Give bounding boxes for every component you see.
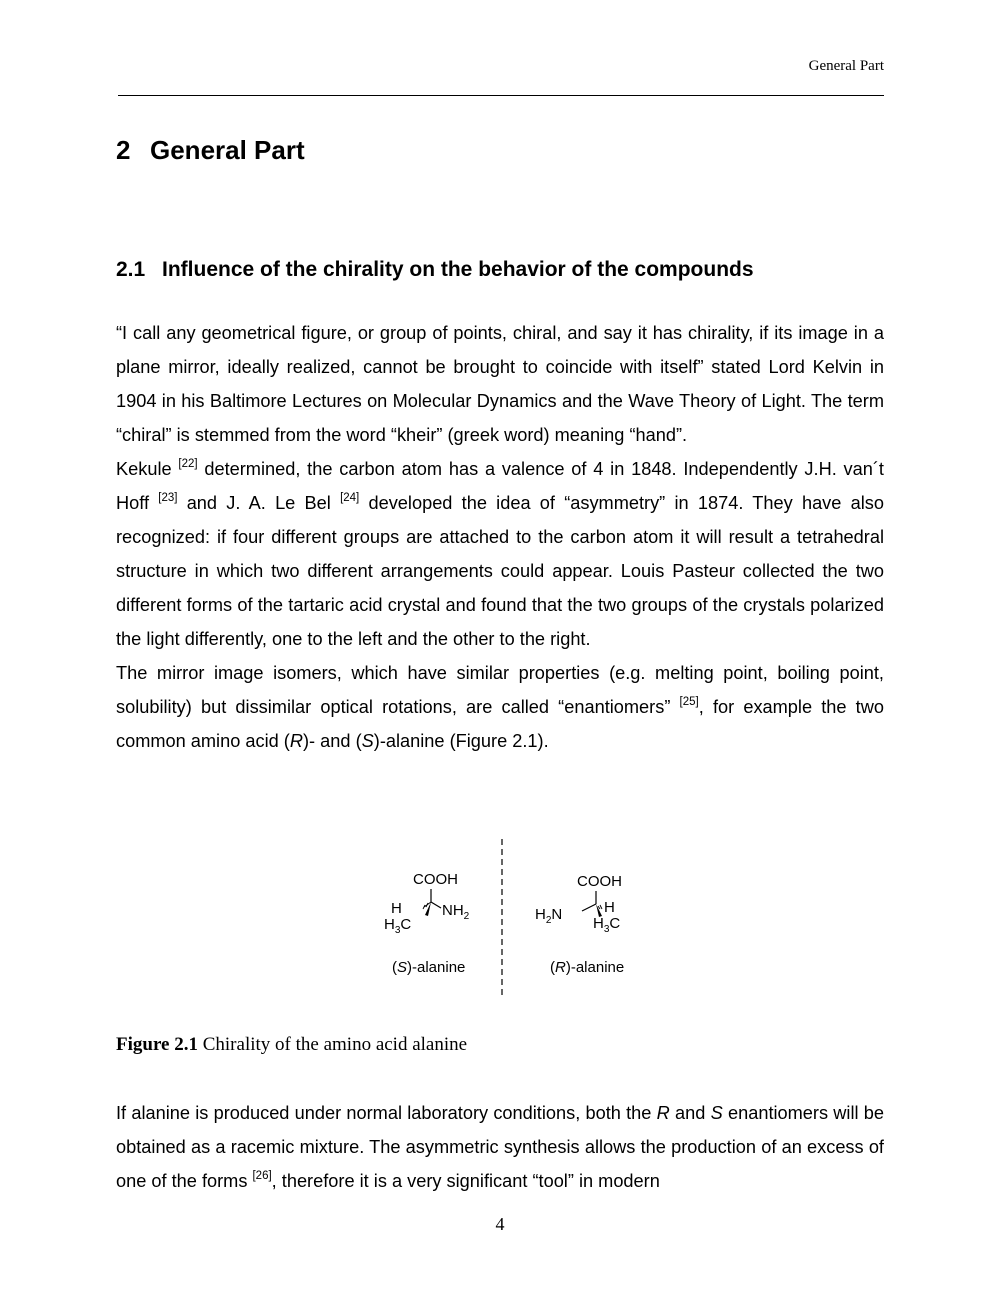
- r-alanine-label: [550, 959, 624, 976]
- r-h3-subscript: 3: [603, 924, 610, 935]
- italic-r: R: [656, 1103, 670, 1123]
- s-nh-subscript: 2: [463, 911, 470, 922]
- r-h2n-label: [535, 906, 562, 926]
- citation-26: [26]: [252, 1170, 272, 1182]
- figure-alanine-enantiomers: [330, 836, 670, 1006]
- r-cooh-label: COOH: [577, 873, 622, 890]
- text-run: and: [669, 1103, 711, 1123]
- r-h2-text: H: [535, 906, 546, 923]
- text-run: determined, the carbon atom has a valence of 4 in 1848. Independently J.H. van´t Hoff: [116, 459, 884, 513]
- r-bond-to-nh2: [582, 904, 596, 911]
- s-label-open: (: [392, 959, 397, 976]
- s-label-letter: S: [397, 959, 408, 976]
- section-title: [116, 255, 754, 285]
- chapter-number: 2: [116, 135, 131, 165]
- s-h3-subscript: 3: [394, 925, 401, 936]
- text-run: If alanine is produced under normal laboratory conditions, both the: [116, 1103, 657, 1123]
- s-alanine-structure: [384, 871, 470, 976]
- s-alanine-label: [392, 959, 465, 976]
- alanine-structures-drawing: [330, 836, 670, 1006]
- text-run: Kekule: [116, 459, 179, 479]
- section-title-text: Influence of the chirality on the behavior of the compounds: [162, 258, 754, 281]
- page-number: 4: [495, 1214, 505, 1234]
- r-label-rest: )-alanine: [565, 959, 625, 976]
- citation-25: [25]: [679, 696, 699, 708]
- citation-24: [24]: [340, 492, 360, 504]
- paragraph-history: [116, 452, 884, 656]
- figure-caption-label: Figure 2.1: [116, 1034, 198, 1055]
- s-label-rest: )-alanine: [407, 959, 466, 976]
- body-text-continued: [116, 1096, 884, 1198]
- chapter-title: [116, 133, 305, 167]
- r-alanine-structure: [535, 873, 624, 976]
- body-text: [116, 316, 884, 758]
- citation-22: [22]: [178, 458, 198, 470]
- text-run: , for example the two common amino acid (: [116, 697, 884, 751]
- s-h-label: H: [391, 900, 402, 917]
- text-run: and J. A. Le Bel: [177, 493, 341, 513]
- s-ch3-label: [384, 916, 411, 936]
- s-nh2-label: [442, 902, 470, 922]
- r-label-letter: R: [555, 959, 566, 976]
- citation-23: [23]: [158, 492, 178, 504]
- r-hash-bond-2: [600, 905, 602, 909]
- r-c-text: C: [609, 915, 621, 932]
- text-run: enantiomers will be obtained as a racemic mixture. The asymmetric synthesis allows the production of an excess of one of the forms: [116, 1103, 885, 1191]
- s-nh-text: NH: [442, 902, 464, 919]
- paragraph-enantiomers: [116, 656, 884, 758]
- italic-r: R: [289, 731, 303, 751]
- header-rule: [118, 95, 884, 96]
- text-run: The mirror image isomers, which have similar properties (e.g. melting point, boiling point, solubility) but dissimilar optical rotations, are called “enantiomers”: [116, 663, 884, 717]
- r-n-text: N: [551, 906, 563, 923]
- text-run: )-alanine (Figure 2.1).: [373, 731, 549, 751]
- s-cooh-label: COOH: [413, 871, 458, 888]
- r-ch3-label: [593, 915, 620, 935]
- figure-caption: [116, 1034, 467, 1056]
- s-h3-text: H: [384, 916, 395, 933]
- running-header: General Part: [808, 58, 884, 74]
- paragraph-racemic: [116, 1096, 884, 1198]
- r-h-label: H: [604, 899, 615, 916]
- chapter-title-text: General Part: [150, 135, 305, 165]
- section-number: 2.1: [116, 258, 146, 281]
- r-h3-text: H: [593, 915, 604, 932]
- s-c-text: C: [400, 916, 412, 933]
- text-run: , therefore it is a very significant “tool” in modern: [271, 1171, 660, 1191]
- figure-caption-text: Chirality of the amino acid alanine: [197, 1034, 468, 1055]
- text-run: )- and (: [303, 731, 362, 751]
- r-hash-bond-1: [598, 906, 600, 909]
- r-label-open: (: [550, 959, 555, 976]
- r-h2-subscript: 2: [545, 915, 552, 926]
- paragraph-kelvin-quote: “I call any geometrical figure, or group of points, chiral, and say it has chirality, if its image in a plane mirror, ideally realized, cannot be brought to coincide with itself” stated Lord Kelvin in 1904 in his Baltimore Lectures on Molecular Dynamics and the Wave Theory of Light. The term “chiral” is stemmed from the word “kheir” (greek word) meaning “hand”.: [116, 323, 884, 445]
- italic-s: S: [710, 1103, 723, 1123]
- s-bond-to-nh2: [431, 902, 441, 908]
- text-run: developed the idea of “asymmetry” in 1874. They have also recognized: if four different groups are attached to the carbon atom it will result a tetrahedral structure in which two different arrangements could appear. Louis Pasteur collected the two different forms of the tartaric acid crystal and found that the two groups of the crystals polarized the light differently, one to the left and the other to the right.: [116, 493, 884, 649]
- italic-s: S: [361, 731, 374, 751]
